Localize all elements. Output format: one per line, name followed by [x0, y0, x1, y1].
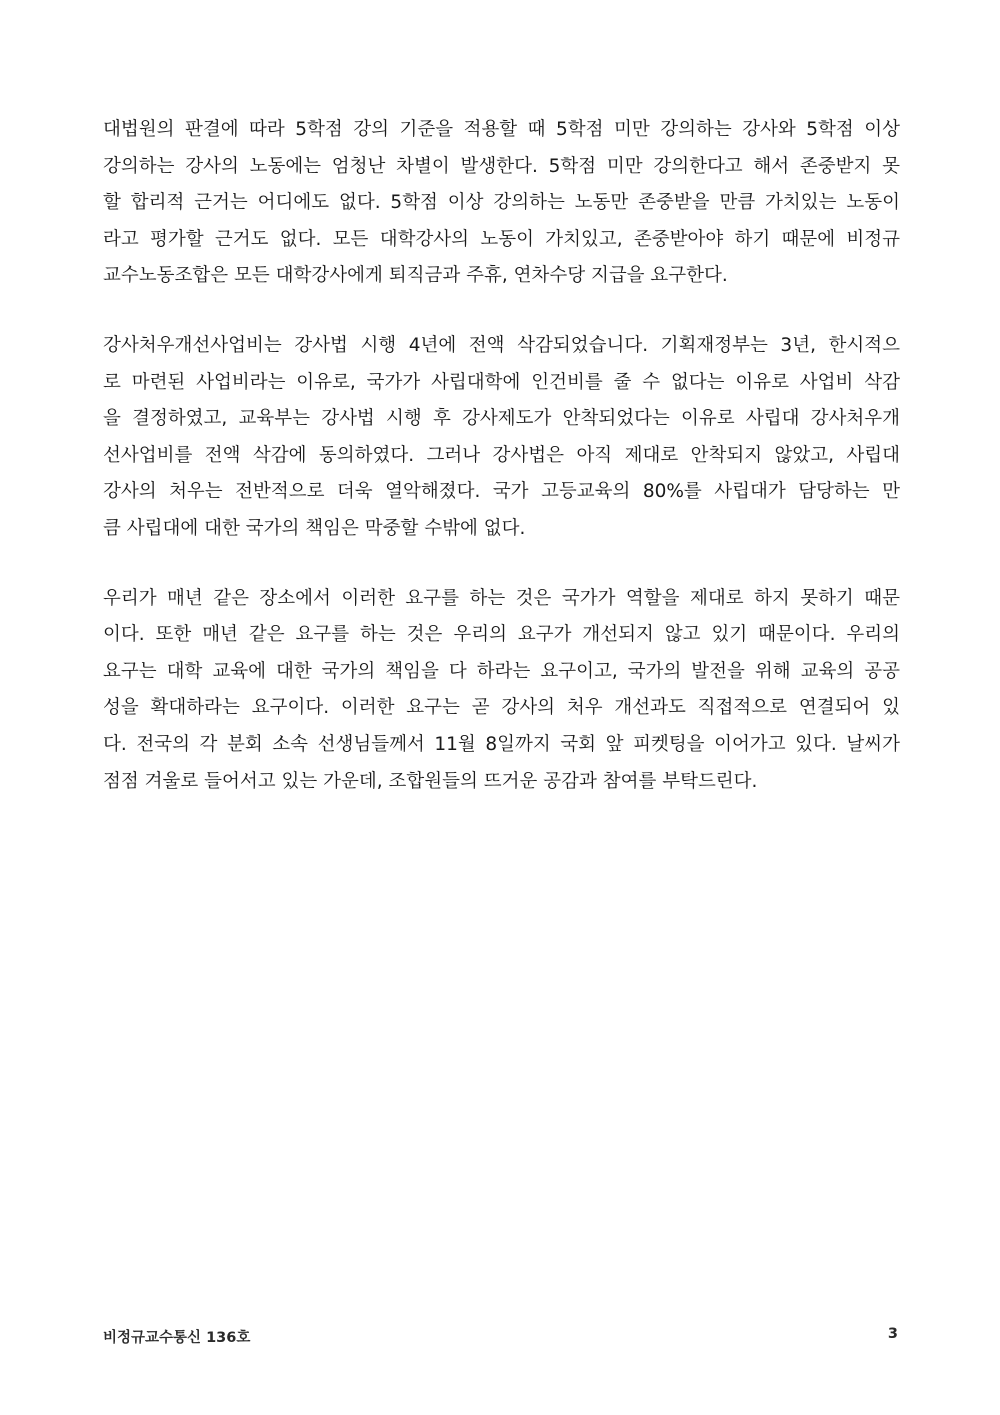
text-line: 대법원의 판결에 따라 5학점 강의 기준을 적용할 때 5학점 미만 강의하는 강사와 5학점 이상 — [103, 119, 900, 140]
publication-name: 비정규교수통신 136호 — [103, 1330, 251, 1346]
text-line: 큼 사립대에 대한 국가의 책임은 막중할 수밖에 없다. — [103, 517, 526, 539]
text-line: 선사업비를 전액 삭감에 동의하였다. 그러나 강사법은 아직 제대로 안착되지 않았고, 사립대 — [103, 444, 900, 466]
article-body — [103, 112, 900, 833]
page-number: 3 — [887, 1326, 898, 1342]
text-line: 우리가 매년 같은 장소에서 이러한 요구를 하는 것은 국가가 역할을 제대로 하지 못하기 때문 — [103, 587, 900, 609]
text-line: 다. 전국의 각 분회 소속 선생님들께서 11월 8일까지 국회 앞 피켓팅을 이어가고 있다. 날씨가 — [103, 733, 900, 755]
paragraph-3 — [103, 581, 900, 801]
text-line: 할 합리적 근거는 어디에도 없다. 5학점 이상 강의하는 노동만 존중받을 만큼 가치있는 노동이 — [103, 192, 900, 214]
text-line: 을 결정하였고, 교육부는 강사법 시행 후 강사제도가 안착되었다는 이유로 사립대 강사처우개 — [103, 408, 900, 430]
text-line: 이다. 또한 매년 같은 요구를 하는 것은 우리의 요구가 개선되지 않고 있기 때문이다. 우리의 — [103, 624, 900, 646]
text-line: 요구는 대학 교육에 대한 국가의 책임을 다 하라는 요구이고, 국가의 발전을 위해 교육의 공공 — [103, 660, 900, 682]
text-line: 성을 확대하라는 요구이다. 이러한 요구는 곧 강사의 처우 개선과도 직접적으로 연결되어 있 — [103, 697, 900, 719]
text-line: 교수노동조합은 모든 대학강사에게 퇴직금과 주휴, 연차수당 지급을 요구한다. — [103, 265, 728, 287]
paragraph-2 — [103, 328, 900, 548]
text-line: 로 마련된 사업비라는 이유로, 국가가 사립대학에 인건비를 줄 수 없다는 이유로 사업비 삭감 — [103, 371, 900, 393]
text-line: 점점 겨울로 들어서고 있는 가운데, 조합원들의 뜨거운 공감과 참여를 부탁드린다. — [103, 770, 758, 792]
text-line: 강사의 처우는 전반적으로 더욱 열악해졌다. 국가 고등교육의 80%를 사립대가 담당하는 만 — [103, 481, 900, 503]
text-line: 강사처우개선사업비는 강사법 시행 4년에 전액 삭감되었습니다. 기획재정부는 3년, 한시적으 — [103, 334, 900, 356]
text-line: 강의하는 강사의 노동에는 엄청난 차별이 발생한다. 5학점 미만 강의한다고 해서 존중받지 못 — [103, 155, 900, 177]
text-line: 라고 평가할 근거도 없다. 모든 대학강사의 노동이 가치있고, 존중받아야 하기 때문에 비정규 — [103, 228, 900, 250]
paragraph-1 — [103, 112, 900, 295]
